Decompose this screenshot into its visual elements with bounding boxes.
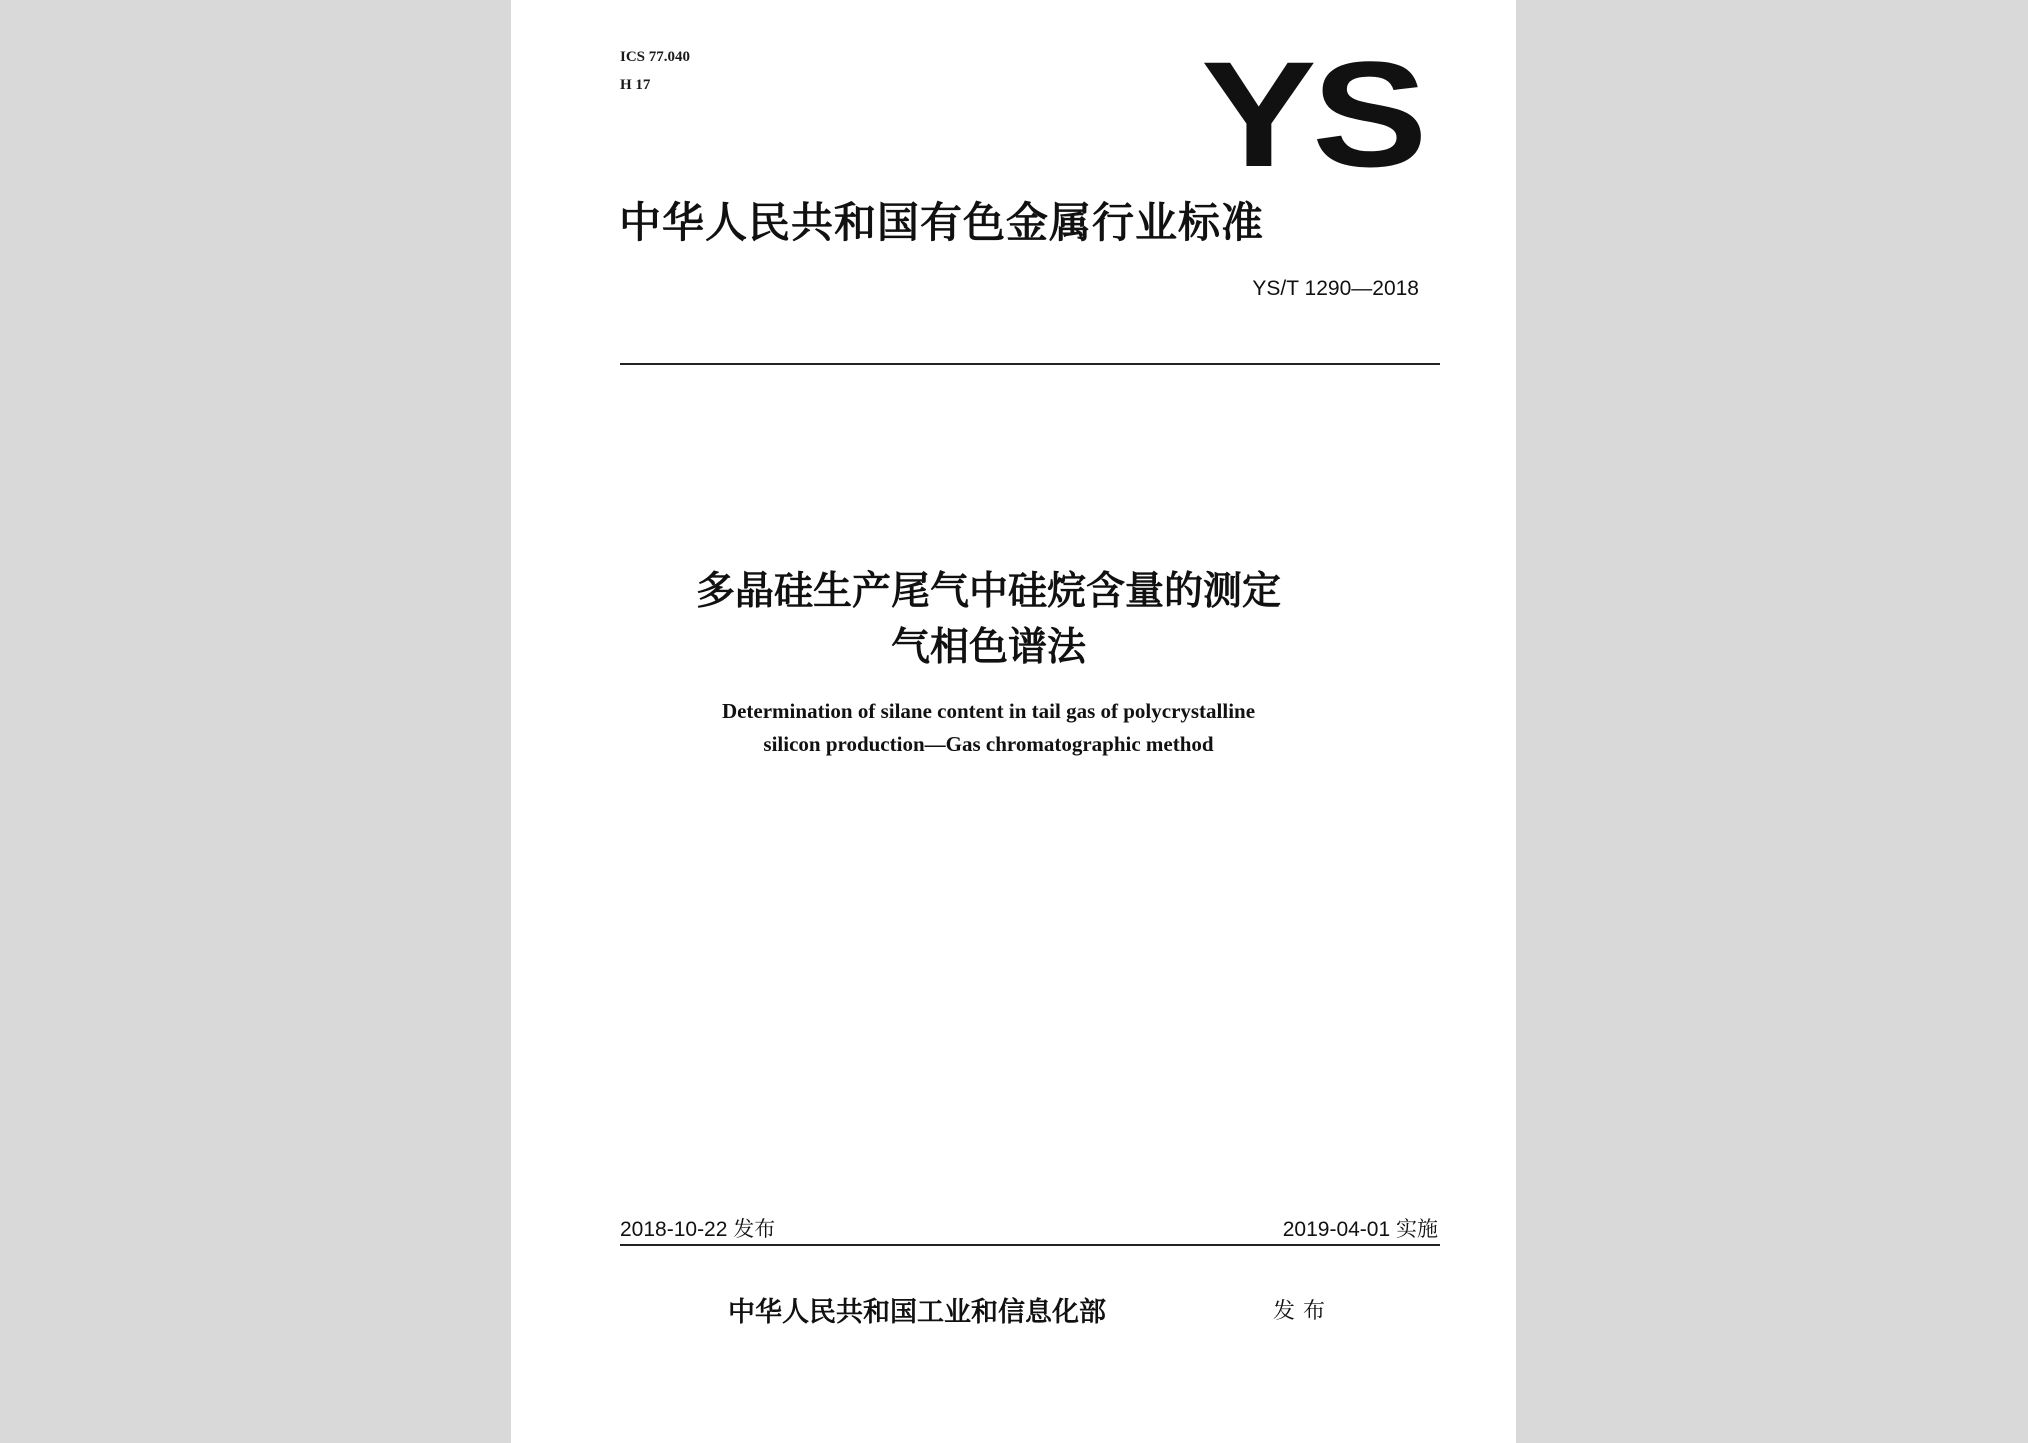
standard-category-title: 中华人民共和国有色金属行业标准	[619, 198, 1265, 247]
top-divider	[620, 363, 1440, 365]
bottom-divider	[620, 1244, 1440, 1246]
implementation-date: 2019-04-01 实施	[1282, 1218, 1438, 1241]
publisher-name: 中华人民共和国工业和信息化部	[728, 1297, 1106, 1328]
chinese-title-line-2: 气相色谱法	[890, 625, 1086, 670]
standard-number: YS/T 1290—2018	[1252, 277, 1419, 300]
issue-date: 2018-10-22 发布	[620, 1218, 776, 1241]
english-title-line-1: Determination of silane content in tail gas of polycrystalline	[721, 699, 1256, 723]
english-title-line-2: silicon production—Gas chromatographic method	[763, 732, 1214, 756]
ys-logo	[1197, 44, 1427, 174]
chinese-title-line-1: 多晶硅生产尾气中硅烷含量的测定	[695, 569, 1281, 614]
document-page	[511, 0, 1516, 1443]
ys-logo-text: YS	[1201, 44, 1423, 174]
ccs-code: H 17	[620, 77, 651, 93]
ics-code: ICS 77.040	[620, 49, 691, 65]
publish-label: 发布	[1273, 1299, 1334, 1324]
